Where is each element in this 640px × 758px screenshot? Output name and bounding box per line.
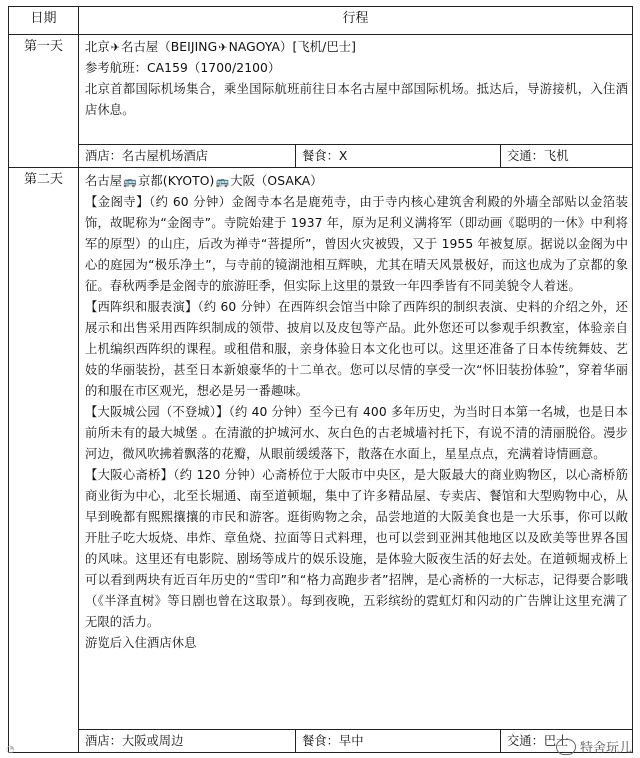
day2-row [9,168,633,753]
airplane-icon: ✈ [110,41,121,54]
watermark-right [556,737,632,756]
day1-label: 第一天 [9,35,79,168]
airplane-icon: ✈ [218,41,228,54]
day2-paragraph-nishijin: 【西阵织和服表演】（约 60 分钟）在西阵织会馆当中除了西阵织的制织表演、史料的介绍之外，还展示和出售采用西阵织制成的领带、披肩以及皮包等产品。此外您还可以参观手织教室，体验亲自上机编织西阵织的课程。或租借和服，亲身体验日本文化也可以。这里还准备了日本传统舞妓、艺妓的华丽装扮，甚至日本新娘豪华的十二单衣。您可以尽情的享受一次“怀旧装扮体验”，穿着华丽的和服在市区观光，想必是另一番趣味。 [85,300,628,398]
day2-meal: 餐食：早中 [296,730,501,752]
day2-route-b: 京都(KYOTO) [138,174,215,188]
day2-route-c: 大阪（OSAKA） [230,174,323,188]
bus-icon: 🚌 [123,175,137,188]
day2-transport: 交通：巴士 [507,734,569,748]
day2-paragraph-kinkakuji: 【金阁寺】（约 60 分钟）金阁寺本名是鹿苑寺，由于寺内核心建筑舍利殿的外墙全部贴以金箔装饰，故昵称为“金阁寺”。寺院始建于 1937 年，原为足利义满将军（即动画《聪明的一休》中利将军的原型）的山庄，后改为禅寺“菩提所”，曾因火灾被毁，又于 1955 年被复原。据说以金阁为中心的庭园为“极乐净土”，与寺前的镜湖池相互辉映，尤其在晴天风景极好，而这也成为了京都的象征。春秋两季是金阁寺的旅游旺季，但实际上这里的景致一年四季皆有不同美貌令人着迷。 [85,195,628,293]
table-header-row [9,7,633,35]
itinerary-table [8,6,633,753]
day2-end-note: 游览后入住酒店休息 [85,636,197,650]
day1-hotel: 酒店：名古屋机场酒店 [79,145,296,167]
day1-route [85,37,628,58]
day1-transport: 交通：飞机 [507,149,569,163]
day2-hotel: 酒店：大阪或周边 [79,730,296,752]
day2-label: 第二天 [9,168,79,753]
day1-info-row [79,144,632,167]
watermark-right-text: 特舍玩儿 [579,741,632,756]
header-itinerary: 行程 [79,7,633,35]
itinerary-page [8,6,632,753]
day2-paragraph-osaka-castle: 【大阪城公园（不登城）】（约 40 分钟）至今已有 400 多年历史，为当时日本第一名城，也是日本前所未有的最大城堡 。在清澈的护城河水、灰白色的古老城墙衬托下，有说不清的清丽脱俗。漫步河边，微风吹拂着飘落的花瓣，从眼前缓缓落下，散落在水面上，星星点点，充满着诗情画意。 [85,405,628,461]
day1-row [9,35,633,168]
day2-paragraph-shinsaibashi: 【大阪心斋桥】（约 120 分钟）心斋桥位于大阪市中央区，是大阪最大的商业购物区，以心斋桥筋商业街为中心，北至长堀通、南至道顿堀，集中了许多精品屋、专卖店、餐馆和大型购物中心，从早到晚都有熙熙攘攘的市民和游客。逛街购物之余，品尝地道的大阪美食也是一大乐事，你可以敞开肚子吃大坂烧、串炸、章鱼烧、拉面等日式料理，也可以尝到亚洲其他地区以及欧美等世界各国的风味。这里还有电影院、剧场等成片的娱乐设施，是体验大阪夜生活的好去处。在道顿堀戎桥上可以看到两块有近百年历史的“雪印”和“格力高跑步者”招牌，是心斋桥的一大标志，记得要合影哦（《半泽直树》等日剧也曾在这取景）。每到夜晚，五彩缤纷的霓虹灯和闪动的广告牌让这里充满了无限的活力。 [85,468,628,629]
day1-flight: 参考航班：CA159（1700/2100） [85,61,281,75]
day1-cell [79,35,633,168]
day1-meal: 餐食：X [296,145,501,167]
day2-cell [79,168,633,753]
watermark-left-icon: ◔ [6,744,15,755]
day2-route [85,171,628,192]
day2-info-row [79,729,632,752]
day1-route-from: 北京 [85,40,110,54]
day2-route-a: 名古屋 [85,174,123,188]
day1-route-mid: 名古屋（BEIJING [121,40,218,54]
bus-icon: 🚌 [215,175,230,188]
chat-bubble-icon [556,739,576,755]
header-date: 日期 [9,7,79,35]
day1-description: 北京首都国际机场集合，乘坐国际航班前往日本名古屋中部国际机场。抵达后，导游接机，入住酒店休息。 [85,82,628,117]
day1-route-to: NAGOYA）[飞机/巴士] [228,40,357,54]
